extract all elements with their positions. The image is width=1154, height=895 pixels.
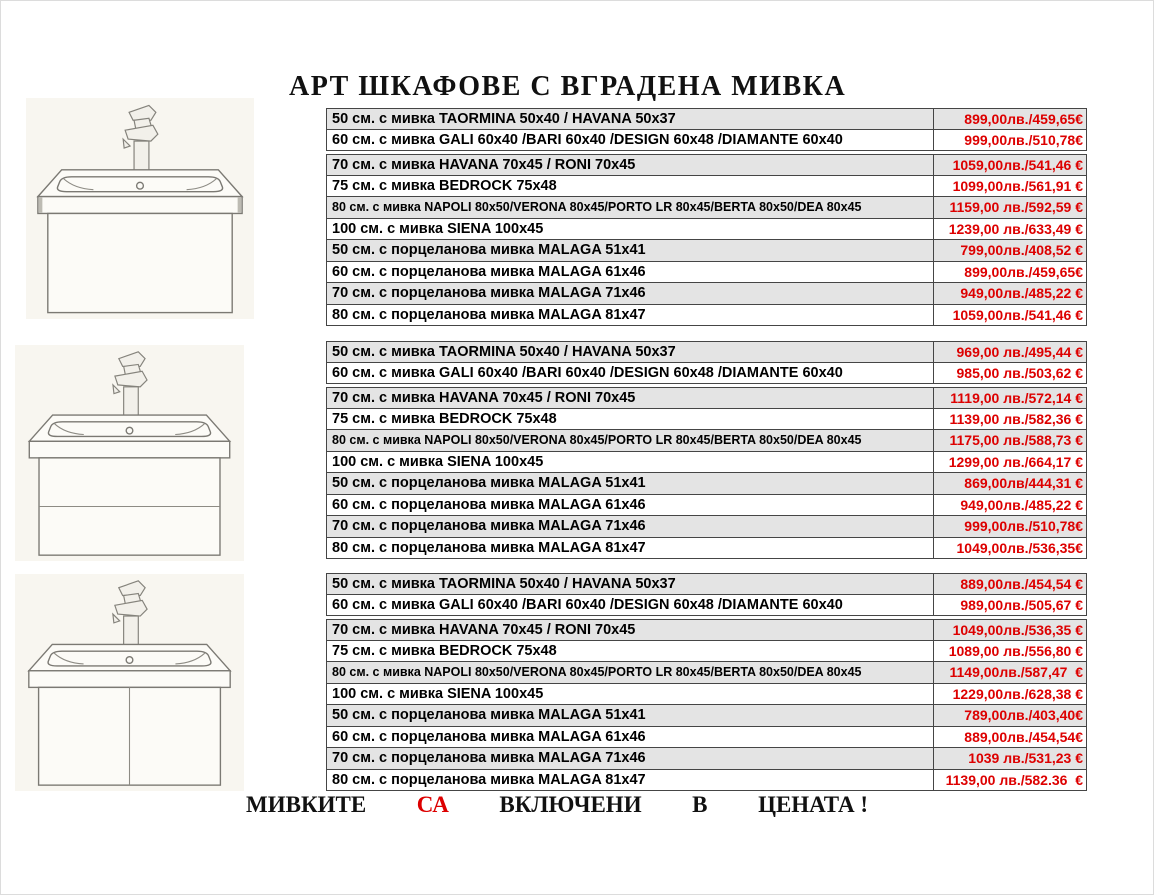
faucet-icon — [113, 352, 147, 416]
product-price: 999,00лв./510,78€ — [964, 518, 1083, 535]
product-price: 1049,00лв./536,35€ — [956, 539, 1083, 556]
table-row — [326, 662, 1087, 684]
footer-note — [246, 792, 868, 818]
product-description: 50 см. с мивка TAORMINA 50x40 / HAVANA 50x37 — [327, 342, 934, 362]
product-description: 80 см. с порцеланова мивка MALAGA 81x47 — [327, 538, 934, 559]
table-row — [326, 495, 1087, 517]
table-row — [326, 341, 1087, 363]
cabinet-front — [39, 687, 221, 785]
product-description: 60 см. с порцеланова мивка MALAGA 61x46 — [327, 262, 934, 283]
price-table-1 — [326, 108, 1087, 326]
product-description: 50 см. с порцеланова мивка MALAGA 51x41 — [327, 473, 934, 494]
product-description: 60 см. с порцеланова мивка MALAGA 61x46 — [327, 495, 934, 516]
product-description: 60 см. с порцеланова мивка MALAGA 61x46 — [327, 727, 934, 748]
sink-icon — [29, 415, 229, 458]
footer-word: ЦЕНАТА ! — [758, 792, 868, 817]
product-description: 60 см. с мивка GALI 60x40 /BARI 60x40 /DESIGN 60x48 /DIAMANTE 60x40 — [327, 595, 934, 616]
product-description: 60 см. с мивка GALI 60x40 /BARI 60x40 /DESIGN 60x48 /DIAMANTE 60x40 — [327, 130, 934, 151]
table-row — [326, 176, 1087, 198]
product-description: 80 см. с порцеланова мивка MALAGA 81x47 — [327, 305, 934, 326]
product-description: 70 см. с порцеланова мивка MALAGA 71x46 — [327, 516, 934, 537]
product-price: 889,00лв./454,54 € — [960, 575, 1083, 592]
table-row — [326, 283, 1087, 305]
product-price: 1229,00лв./628,38 € — [952, 685, 1083, 702]
vanity-illustration-single-front — [26, 98, 254, 319]
product-price: 999,00лв./510,78€ — [964, 131, 1083, 148]
footer-word: В — [692, 792, 708, 817]
vanity-illustration-two-drawers — [15, 345, 244, 561]
product-description: 75 см. с мивка BEDROCK 75x48 — [327, 409, 934, 430]
product-description: 80 см. с мивка NAPOLI 80x50/VERONA 80x45/PORTO LR 80x45/BERTA 80x50/DEA 80x45 — [327, 662, 934, 683]
product-price: 1139,00 лв./582.36 € — [945, 771, 1083, 788]
faucet-icon — [123, 105, 158, 170]
product-description: 70 см. с мивка HAVANA 70x45 / RONI 70x45 — [327, 620, 934, 640]
product-price: 1149,00лв./587,47 € — [949, 664, 1083, 681]
table-row — [326, 705, 1087, 727]
table-row — [326, 727, 1087, 749]
product-price: 949,00лв./485,22 € — [960, 285, 1083, 302]
product-description: 75 см. с мивка BEDROCK 75x48 — [327, 641, 934, 662]
table-row — [326, 130, 1087, 152]
product-price: 1159,00 лв./592,59 € — [949, 199, 1083, 216]
table-row — [326, 573, 1087, 595]
table-row — [326, 219, 1087, 241]
table-row — [326, 363, 1087, 385]
product-description: 70 см. с порцеланова мивка MALAGA 71x46 — [327, 748, 934, 769]
table-row — [326, 387, 1087, 409]
product-price: 985,00 лв./503,62 € — [956, 364, 1083, 381]
faucet-icon — [113, 581, 147, 646]
table-row — [326, 305, 1087, 327]
product-price: 889,00лв./454,54€ — [964, 728, 1083, 745]
table-row — [326, 108, 1087, 130]
page-title: АРТ ШКАФОВЕ С ВГРАДЕНА МИВКА — [289, 71, 847, 102]
product-price: 789,00лв./403,40€ — [964, 707, 1083, 724]
product-description: 80 см. с мивка NAPOLI 80x50/VERONA 80x45/PORTO LR 80x45/BERTA 80x50/DEA 80x45 — [327, 197, 934, 218]
product-price: 899,00лв./459,65€ — [964, 110, 1083, 127]
vanity-two-drawers-drawing — [15, 345, 244, 561]
product-description: 100 см. с мивка SIENA 100x45 — [327, 219, 934, 240]
vanity-two-doors-drawing — [15, 574, 244, 791]
price-table-3 — [326, 573, 1087, 791]
product-price: 1059,00лв./541,46 € — [952, 156, 1083, 173]
cabinet-front — [39, 458, 220, 555]
footer-word: МИВКИТЕ — [246, 792, 367, 817]
table-row — [326, 197, 1087, 219]
product-price: 1039 лв./531,23 € — [968, 750, 1083, 767]
product-price: 949,00лв./485,22 € — [960, 496, 1083, 513]
cabinet-front — [48, 213, 232, 312]
product-description: 70 см. с порцеланова мивка MALAGA 71x46 — [327, 283, 934, 304]
table-row — [326, 262, 1087, 284]
product-price: 1299,00 лв./664,17 € — [948, 453, 1083, 470]
product-price: 969,00 лв./495,44 € — [956, 343, 1083, 360]
table-row — [326, 430, 1087, 452]
product-price: 799,00лв./408,52 € — [960, 242, 1083, 259]
product-description: 60 см. с мивка GALI 60x40 /BARI 60x40 /DESIGN 60x48 /DIAMANTE 60x40 — [327, 363, 934, 384]
product-description: 100 см. с мивка SIENA 100x45 — [327, 684, 934, 705]
product-price: 1059,00лв./541,46 € — [952, 306, 1083, 323]
product-price: 1139,00 лв./582,36 € — [949, 410, 1083, 427]
price-table-2 — [326, 341, 1087, 559]
table-row — [326, 748, 1087, 770]
product-price: 1049,00лв./536,35 € — [952, 621, 1083, 638]
product-price: 1119,00 лв./572,14 € — [950, 389, 1083, 406]
product-price: 869,00лв/444,31 € — [964, 475, 1083, 492]
table-row — [326, 641, 1087, 663]
product-description: 50 см. с порцеланова мивка MALAGA 51x41 — [327, 705, 934, 726]
product-description: 80 см. с мивка NAPOLI 80x50/VERONA 80x45/PORTO LR 80x45/BERTA 80x50/DEA 80x45 — [327, 430, 934, 451]
product-description: 70 см. с мивка HAVANA 70x45 / RONI 70x45 — [327, 388, 934, 408]
table-row — [326, 240, 1087, 262]
footer-word: ВКЛЮЧЕНИ — [499, 792, 642, 817]
product-price: 1175,00 лв./588,73 € — [949, 432, 1083, 449]
footer-word-highlighted: СА — [416, 792, 449, 817]
table-row — [326, 409, 1087, 431]
table-row — [326, 473, 1087, 495]
product-price: 989,00лв./505,67 € — [960, 596, 1083, 613]
product-description: 50 см. с мивка TAORMINA 50x40 / HAVANA 50x37 — [327, 109, 934, 129]
table-row — [326, 154, 1087, 176]
product-price: 1099,00лв./561,91 € — [952, 177, 1083, 194]
table-row — [326, 684, 1087, 706]
sink-icon — [29, 644, 230, 687]
product-description: 75 см. с мивка BEDROCK 75x48 — [327, 176, 934, 197]
table-row — [326, 770, 1087, 792]
product-description: 100 см. с мивка SIENA 100x45 — [327, 452, 934, 473]
table-row — [326, 538, 1087, 560]
product-price: 1089,00 лв./556,80 € — [948, 642, 1083, 659]
product-description: 70 см. с мивка HAVANA 70x45 / RONI 70x45 — [327, 155, 934, 175]
product-price: 1239,00 лв./633,49 € — [948, 220, 1083, 237]
product-description: 80 см. с порцеланова мивка MALAGA 81x47 — [327, 770, 934, 791]
table-row — [326, 516, 1087, 538]
vanity-illustration-two-doors — [15, 574, 244, 791]
product-description: 50 см. с мивка TAORMINA 50x40 / HAVANA 50x37 — [327, 574, 934, 594]
product-price: 899,00лв./459,65€ — [964, 263, 1083, 280]
table-row — [326, 452, 1087, 474]
table-row — [326, 619, 1087, 641]
table-row — [326, 595, 1087, 617]
sink-icon — [38, 170, 242, 214]
vanity-single-front-drawing — [26, 98, 254, 319]
product-description: 50 см. с порцеланова мивка MALAGA 51x41 — [327, 240, 934, 261]
